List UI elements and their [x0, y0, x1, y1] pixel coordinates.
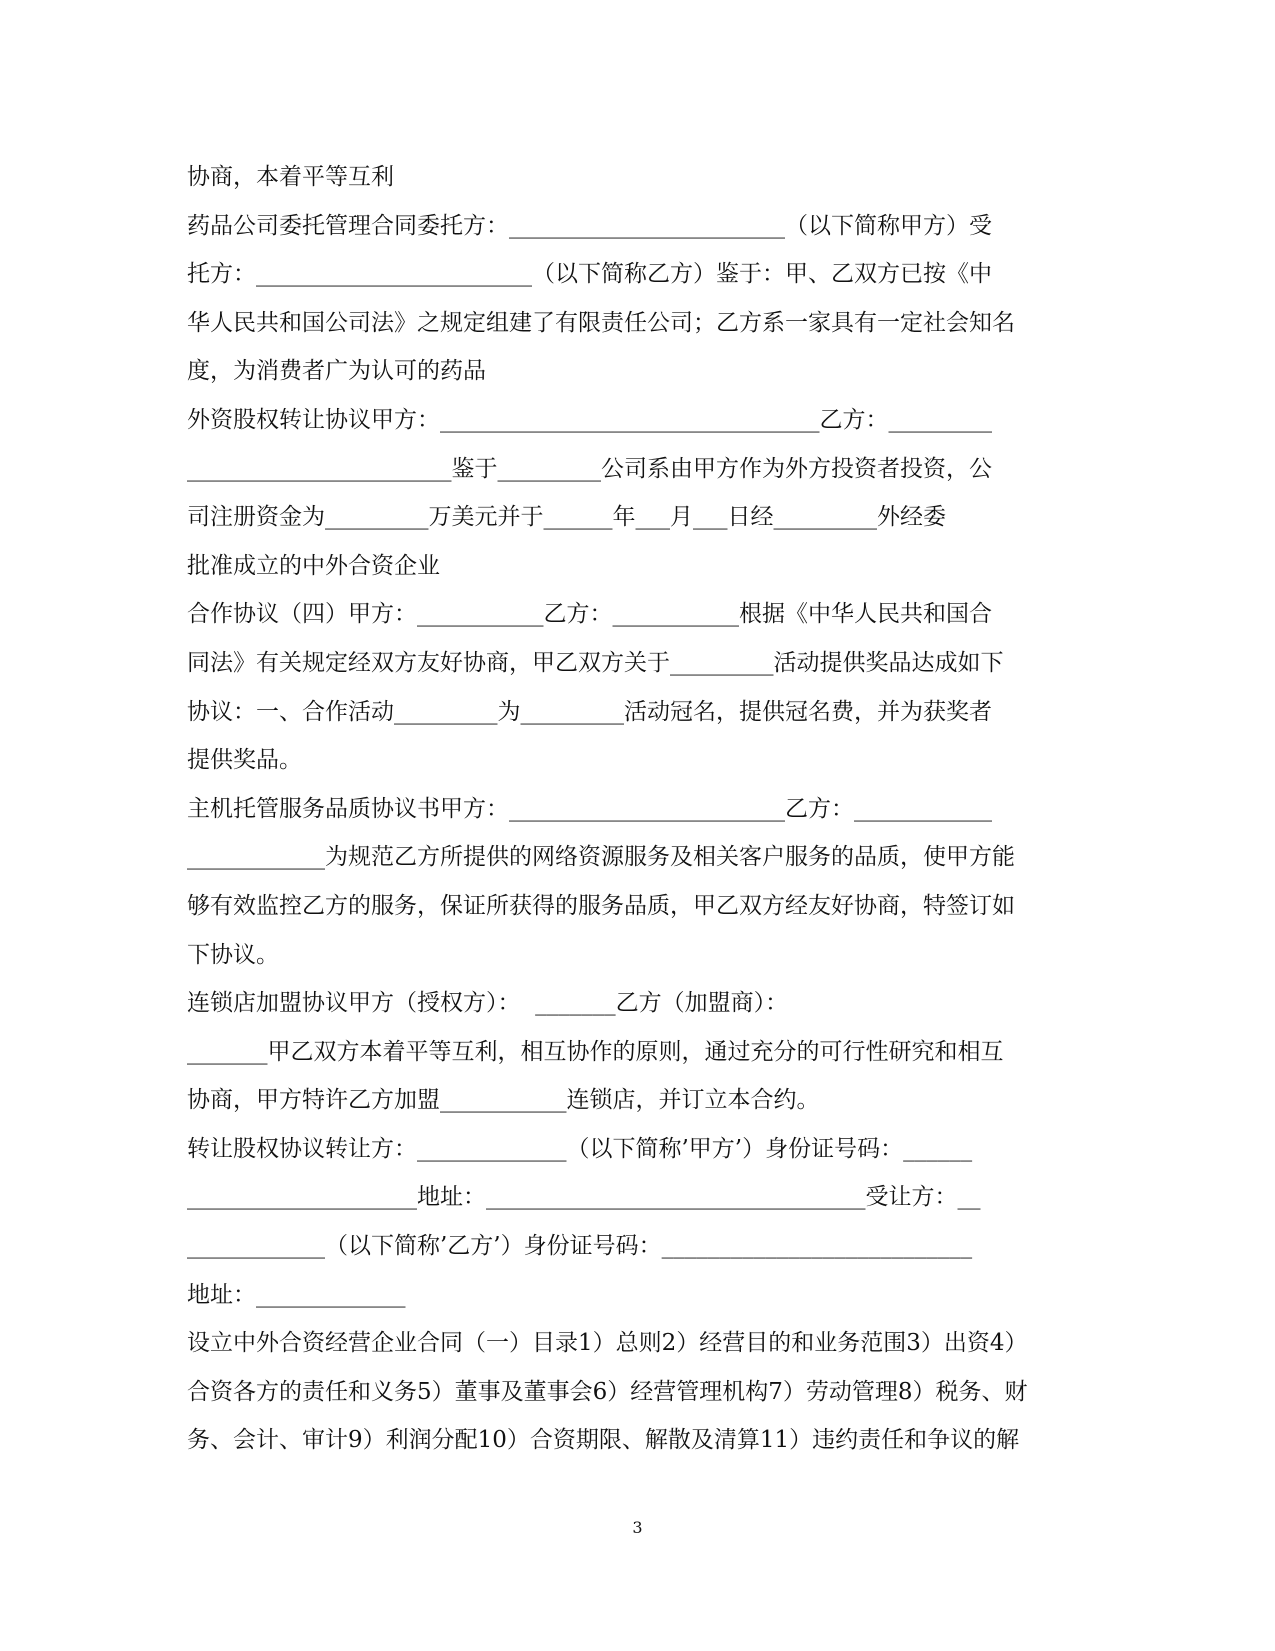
text-line-12: 协议：一、合作活动_________为_________活动冠名，提供冠名费，并为获奖者 [187, 698, 992, 725]
text-line-5: 度，为消费者广为认可的药品 [187, 358, 486, 385]
text-line-24: 地址：_____________ [187, 1281, 406, 1308]
text-line-16: 够有效监控乙方的服务，保证所获得的服务品质，甲乙双方经友好协商，特签订如 [187, 892, 1015, 919]
text-line-23: ____________（以下简称’乙方’）身份证号码：___________________________ [187, 1233, 973, 1260]
text-line-11: 同法》有关规定经双方友好协商，甲乙双方关于_________活动提供奖品达成如下 [187, 649, 1004, 676]
text-line-10: 合作协议（四）甲方：___________乙方：___________根据《中华人民共和国合 [187, 601, 992, 628]
text-line-19: _______甲乙双方本着平等互利，相互协作的原则，通过充分的可行性研究和相互 [187, 1038, 1004, 1065]
text-line-17: 下协议。 [187, 941, 279, 968]
text-line-13: 提供奖品。 [187, 747, 302, 774]
text-line-15: ____________为规范乙方所提供的网络资源服务及相关客户服务的品质，使甲方能 [187, 844, 1015, 871]
text-line-2: 药品公司委托管理合同委托方：________________________（以下简称甲方）受 [187, 212, 992, 239]
text-line-7: _______________________鉴于_________公司系由甲方作为外方投资者投资，公 [187, 455, 992, 482]
text-line-6: 外资股权转让协议甲方：_________________________________乙方：_________ [187, 406, 992, 433]
text-line-27: 务、会计、审计9）利润分配10）合资期限、解散及清算11）违约责任和争议的解 [187, 1427, 1020, 1454]
body-text [187, 153, 1087, 1465]
text-line-14: 主机托管服务品质协议书甲方：________________________乙方：____________ [187, 795, 992, 822]
text-line-4: 华人民共和国公司法》之规定组建了有限责任公司；乙方系一家具有一定社会知名 [187, 309, 1015, 336]
text-line-18: 连锁店加盟协议甲方（授权方）： _______乙方（加盟商）： [187, 990, 789, 1017]
page-number: 3 [632, 1518, 643, 1537]
text-line-26: 合资各方的责任和义务5）董事及董事会6）经营管理机构7）劳动管理8）税务、财 [187, 1378, 1028, 1405]
text-line-21: 转让股权协议转让方：_____________（以下简称’甲方’）身份证号码：______ [187, 1135, 973, 1162]
text-line-9: 批准成立的中外合资企业 [187, 552, 440, 579]
text-line-20: 协商，甲方特许乙方加盟___________连锁店，并订立本合约。 [187, 1087, 820, 1114]
text-line-3: 托方：________________________（以下简称乙方）鉴于：甲、乙双方已按《中 [187, 261, 992, 288]
text-line-22: ____________________地址：_________________________________受让方：__ [187, 1184, 981, 1211]
text-line-1: 协商，本着平等互利 [187, 164, 394, 190]
text-line-25: 设立中外合资经营企业合同（一）目录1）总则2）经营目的和业务范围3）出资4） [187, 1330, 1028, 1357]
text-line-8: 司注册资金为_________万美元并于______年___月___日经_________外经委 [187, 504, 946, 531]
